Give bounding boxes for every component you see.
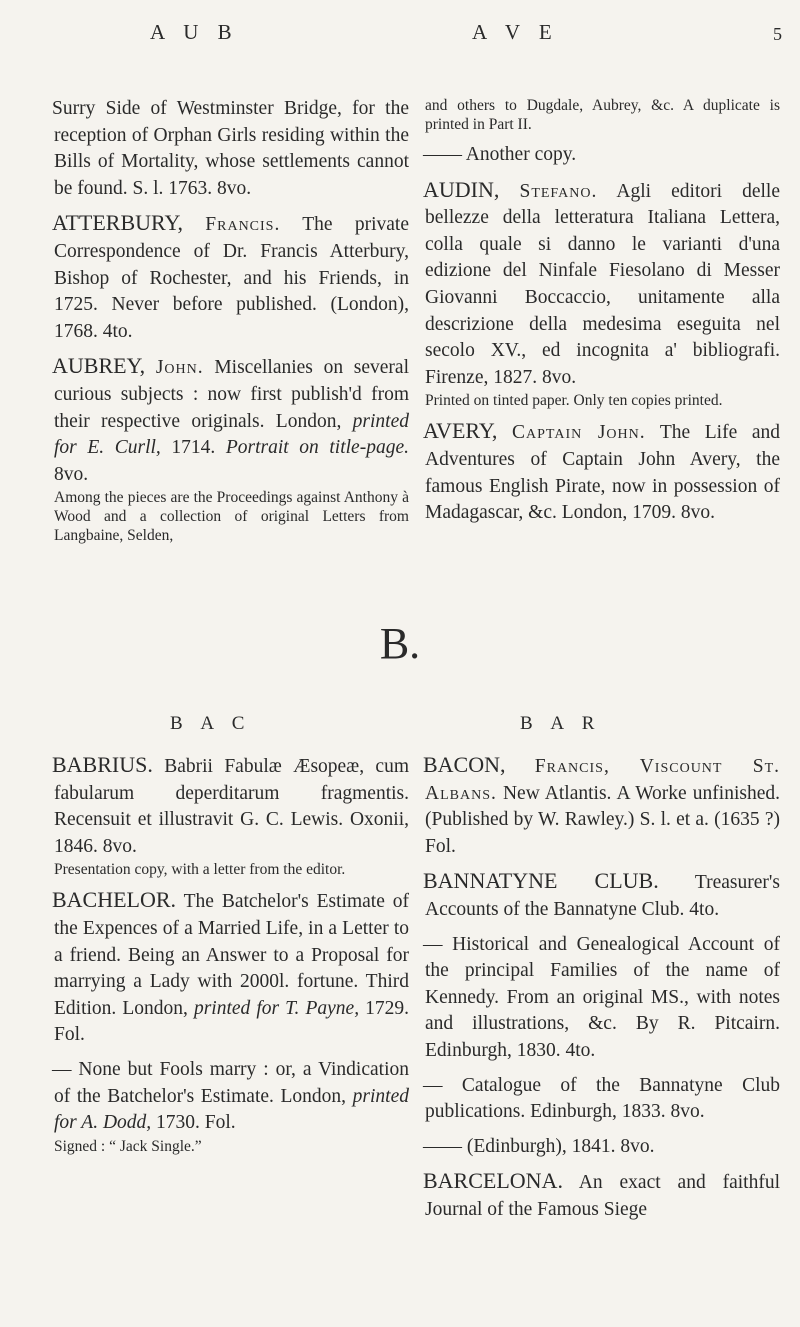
section-header-right: B A R — [520, 713, 602, 734]
entry-text: An exact and faithful Journal of the Famous Siege — [425, 1172, 780, 1220]
catalogue-entry — [425, 1073, 780, 1126]
entry-text: Surry Side of Westminster Bridge, for the reception of Orphan Girls residing within the Bills of Mortality, whose settlements cannot be found. S. l. 1763. 8vo. — [52, 98, 409, 199]
note-text: and others to Dugdale, Aubrey, &c. A duplicate is printed in Part II. — [425, 97, 780, 133]
catalogue-entry — [54, 210, 409, 345]
entry-note — [425, 96, 780, 134]
column-left-top — [54, 96, 409, 549]
entry-heading: AUBREY, — [52, 353, 146, 379]
entry-text: Babrii Fabulæ Æsopeæ, cum fabularum deperditarum fragmentis. Recensuit et illustravit G. C. Lewis. Oxonii, 1846. 8vo. — [54, 756, 409, 857]
entry-heading: BARCELONA. — [423, 1168, 563, 1194]
entry-text: The private Correspondence of Dr. Francis Atterbury, Bishop of Rochester, and his Friends, in 1725. Never before published. (London), 1768. 4to. — [54, 214, 409, 342]
column-right-top — [425, 96, 780, 527]
catalogue-entry — [425, 177, 780, 392]
catalogue-entry — [425, 1134, 780, 1161]
catalogue-entry — [54, 1057, 409, 1137]
entry-name: Francis, Viscount St. Albans. — [425, 756, 780, 804]
entry-text: —— (Edinburgh), 1841. 8vo. — [423, 1135, 655, 1157]
entry-text: The Life and Adventures of Captain John Avery, the famous English Pirate, now in possession of Madagascar, &c. London, 1709. 8vo. — [425, 422, 780, 524]
entry-text: 1714. — [160, 437, 216, 459]
entry-note — [425, 391, 780, 410]
entry-text: 1730. Fol. — [151, 1112, 236, 1134]
note-text: Presentation copy, with a letter from the editor. — [54, 861, 346, 879]
note-text: Among the pieces are the Proceedings against Anthony à Wood and a collection of original Letters from Langbaine, Selden, — [54, 489, 409, 545]
catalogue-entry — [54, 353, 409, 488]
catalogue-entry — [425, 142, 780, 169]
catalogue-entry — [425, 752, 780, 860]
entry-imprint: printed for A. Dodd, — [54, 1085, 409, 1134]
entry-text: — Catalogue of the Bannatyne Club publications. Edinburgh, 1833. 8vo. — [423, 1074, 780, 1123]
running-header-left: A U B — [150, 20, 239, 44]
catalogue-entry — [54, 887, 409, 1049]
entry-text: — Historical and Genealogical Account of the principal Families of the name of Kennedy. From an original MS., with notes and illustrations, &c. By R. Pitcairn. Edinburgh, 1830. 4to. — [423, 933, 780, 1061]
entry-text: —— Another copy. — [423, 144, 577, 165]
entry-text: Agli editori delle bellezze della letteratura Italiana Lettera, colla quale si danno le varianti d'una edizione del Ninfale Fiesolano di Messer Giovanni Boccaccio, unitamente alla descrizione della medesima eseguita nel secolo XV., ed incognita a' bibliografi. Firenze, 1827. 8vo. — [425, 180, 780, 388]
catalogue-entry — [425, 1168, 780, 1223]
page-number: 5 — [773, 24, 782, 44]
section-letter: B. — [379, 619, 421, 668]
entry-imprint: Portrait on title-page. — [215, 437, 409, 459]
entry-name: Francis. — [205, 214, 281, 236]
section-header-left: B A C — [170, 713, 252, 734]
entry-text: 1729. Fol. — [54, 997, 410, 1046]
entry-text: Miscellanies on several curious subjects : now first publish'd from their respective originals. London, — [54, 357, 409, 432]
entry-heading: AUDIN, — [423, 176, 500, 202]
running-header-right: A V E — [472, 20, 559, 44]
entry-heading: BANNATYNE CLUB. — [423, 868, 659, 894]
entry-name: John. — [155, 357, 204, 379]
catalogue-entry — [54, 752, 409, 860]
entry-text: 8vo. — [54, 463, 89, 485]
note-text: Signed : “ Jack Single.” — [54, 1137, 202, 1155]
entry-imprint: printed for E. Curll, — [54, 410, 409, 459]
entry-note — [54, 488, 409, 545]
entry-heading: BACON, — [423, 752, 506, 777]
column-right-bottom — [425, 752, 780, 1224]
entry-text: New Atlantis. A Worke unfinished. (Published by W. Rawley.) S. l. et a. (1635 ?) Fol. — [425, 782, 780, 857]
entry-heading: ATTERBURY, — [52, 210, 184, 236]
column-left-bottom — [54, 752, 409, 1160]
entry-text: Treasurer's Accounts of the Bannatyne Club. 4to. — [425, 872, 780, 920]
entry-note — [54, 1137, 409, 1156]
entry-text: The Batchelor's Estimate of the Expences of a Married Life, in a Letter to a friend. Being an Answer to a Proposal for marrying a Lady with 2000l. fortune. Third Edition. London, — [54, 891, 409, 1019]
entry-note — [54, 860, 409, 879]
entry-name: Captain John. — [512, 422, 646, 444]
entry-heading: BABRIUS. — [52, 752, 153, 777]
catalogue-entry — [425, 932, 780, 1065]
entry-name: Stefano. — [519, 180, 598, 202]
catalogue-entry — [54, 96, 409, 202]
note-text: Printed on tinted paper. Only ten copies printed. — [425, 392, 723, 410]
catalogue-entry — [425, 868, 780, 923]
entry-imprint: printed for T. Payne, — [187, 997, 360, 1019]
entry-text: — None but Fools marry : or, a Vindication of the Batchelor's Estimate. London, — [52, 1058, 409, 1107]
entry-heading: AVERY, — [423, 418, 498, 444]
catalogue-entry — [425, 418, 780, 526]
entry-heading: BACHELOR. — [52, 887, 177, 913]
